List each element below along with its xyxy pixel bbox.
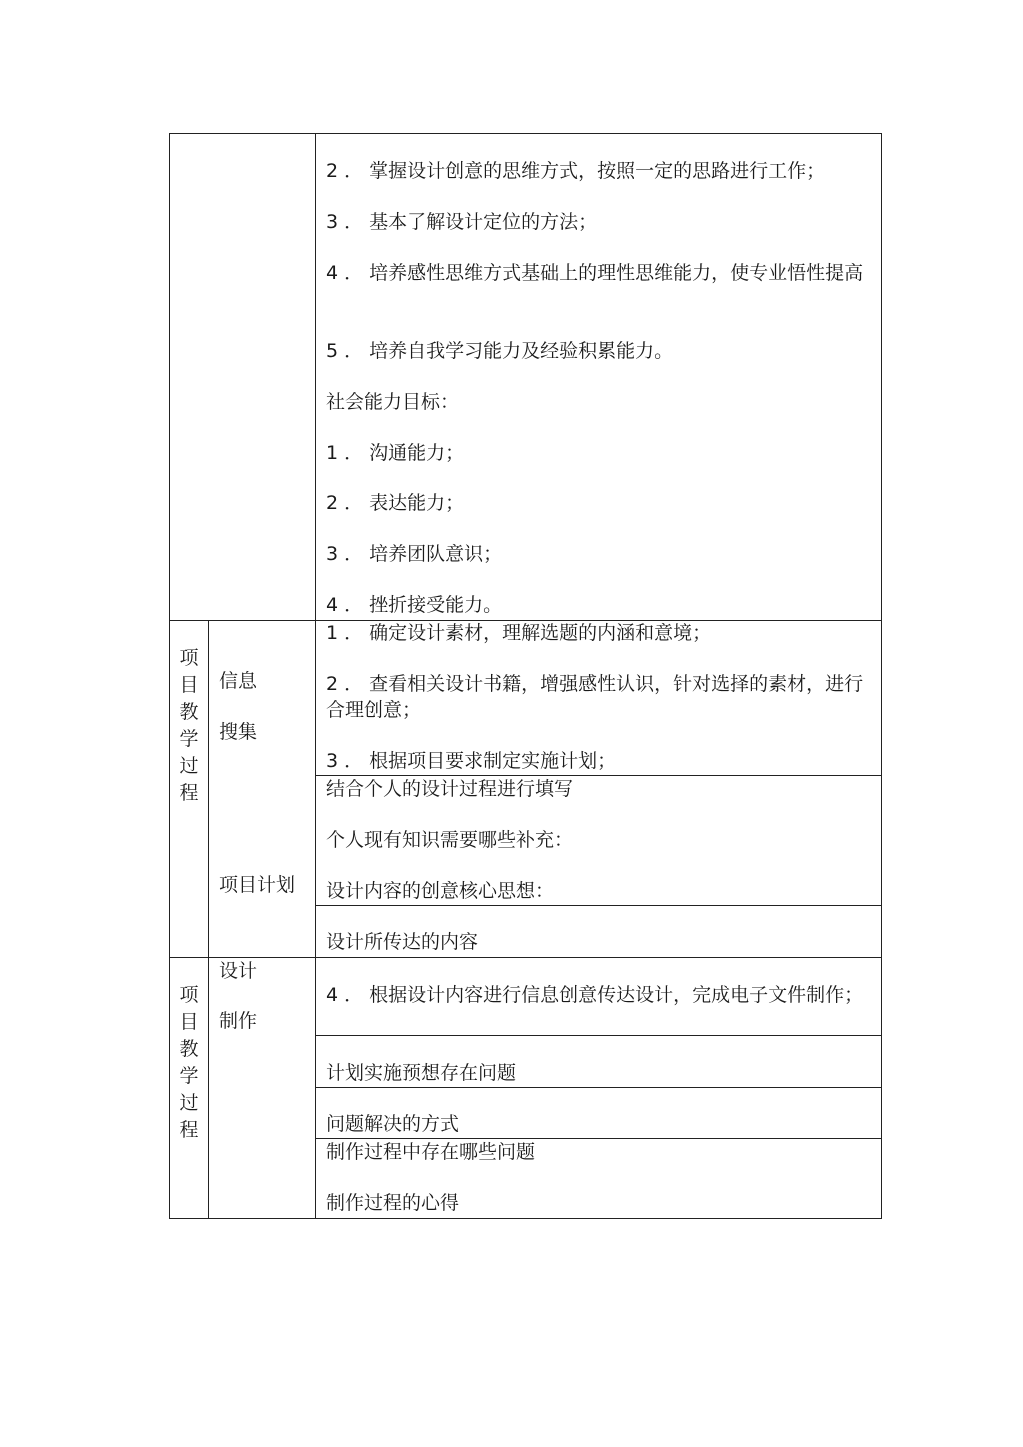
process1-label-char: 项 [179,647,199,669]
plan-extra-line: 设计所传达的内容 [326,931,479,953]
table-right-border [881,133,882,1219]
process2-label-char: 目 [179,1011,199,1033]
social-line-1: 1 ． 沟通能力； [326,442,465,464]
goal-line-1: 2 ． 掌握设计创意的思维方式，按照一定的思路进行工作； [326,160,826,182]
process1-label-char: 程 [179,782,199,804]
plan-line-2: 个人现有知识需要哪些补充： [326,829,574,851]
plan-line-3: 设计内容的创意核心思想： [326,880,555,902]
social-line-2: 2 ． 表达能力； [326,492,465,514]
table-bottom-border [169,1218,882,1219]
plan-line-1: 结合个人的设计过程进行填写 [326,778,574,800]
process1-label-char: 目 [179,674,199,696]
info-gathering-label-2: 搜集 [219,721,258,743]
info-gathering-label-1: 信息 [219,670,258,692]
content-column-divider [315,133,316,1219]
production-row-3: 问题解决的方式 [326,1113,460,1135]
production-row-2: 计划实施预想存在问题 [326,1062,517,1084]
process2-label-char: 项 [179,984,199,1006]
goal-line-2: 3 ． 基本了解设计定位的方法； [326,211,598,233]
row-divider-make-2 [315,1087,882,1088]
project-plan-label: 项目计划 [219,874,296,896]
table-left-border [169,133,170,1219]
table-top-border [169,133,882,134]
social-line-4: 4 ． 挫折接受能力。 [326,594,503,616]
info-line-1: 1 ． 确定设计素材，理解选题的内涵和意境； [326,622,712,644]
design-production-label-1: 设计 [219,960,258,982]
process1-label-char: 过 [179,755,199,777]
info-line-3: 3 ． 根据项目要求制定实施计划； [326,750,617,772]
label-column-divider [208,620,209,1219]
section-divider-2 [169,957,882,958]
production-row-4-line-2: 制作过程的心得 [326,1192,460,1214]
social-line-3: 3 ． 培养团队意识； [326,543,503,565]
process2-label-char: 教 [179,1038,199,1060]
process2-label-char: 过 [179,1092,199,1114]
process2-label-char: 学 [179,1065,199,1087]
process1-label-char: 教 [179,701,199,723]
production-row-1: 4 ． 根据设计内容进行信息创意传达设计，完成电子文件制作； [326,984,864,1006]
row-divider-make-1 [315,1035,882,1036]
row-divider-plan [315,905,882,906]
process2-label-char: 程 [179,1119,199,1141]
process1-label-char: 学 [179,728,199,750]
info-line-2: 2 ． 查看相关设计书籍，增强感性认识，针对选择的素材，进行合理创意； [326,673,864,721]
design-production-label-2: 制作 [219,1010,258,1032]
social-ability-heading: 社会能力目标： [326,391,460,413]
goal-line-4: 5 ． 培养自我学习能力及经验积累能力。 [326,340,674,362]
production-row-4-line-1: 制作过程中存在哪些问题 [326,1141,536,1163]
goal-line-3: 4 ． 培养感性思维方式基础上的理性思维能力，使专业悟性提高 [326,262,864,284]
